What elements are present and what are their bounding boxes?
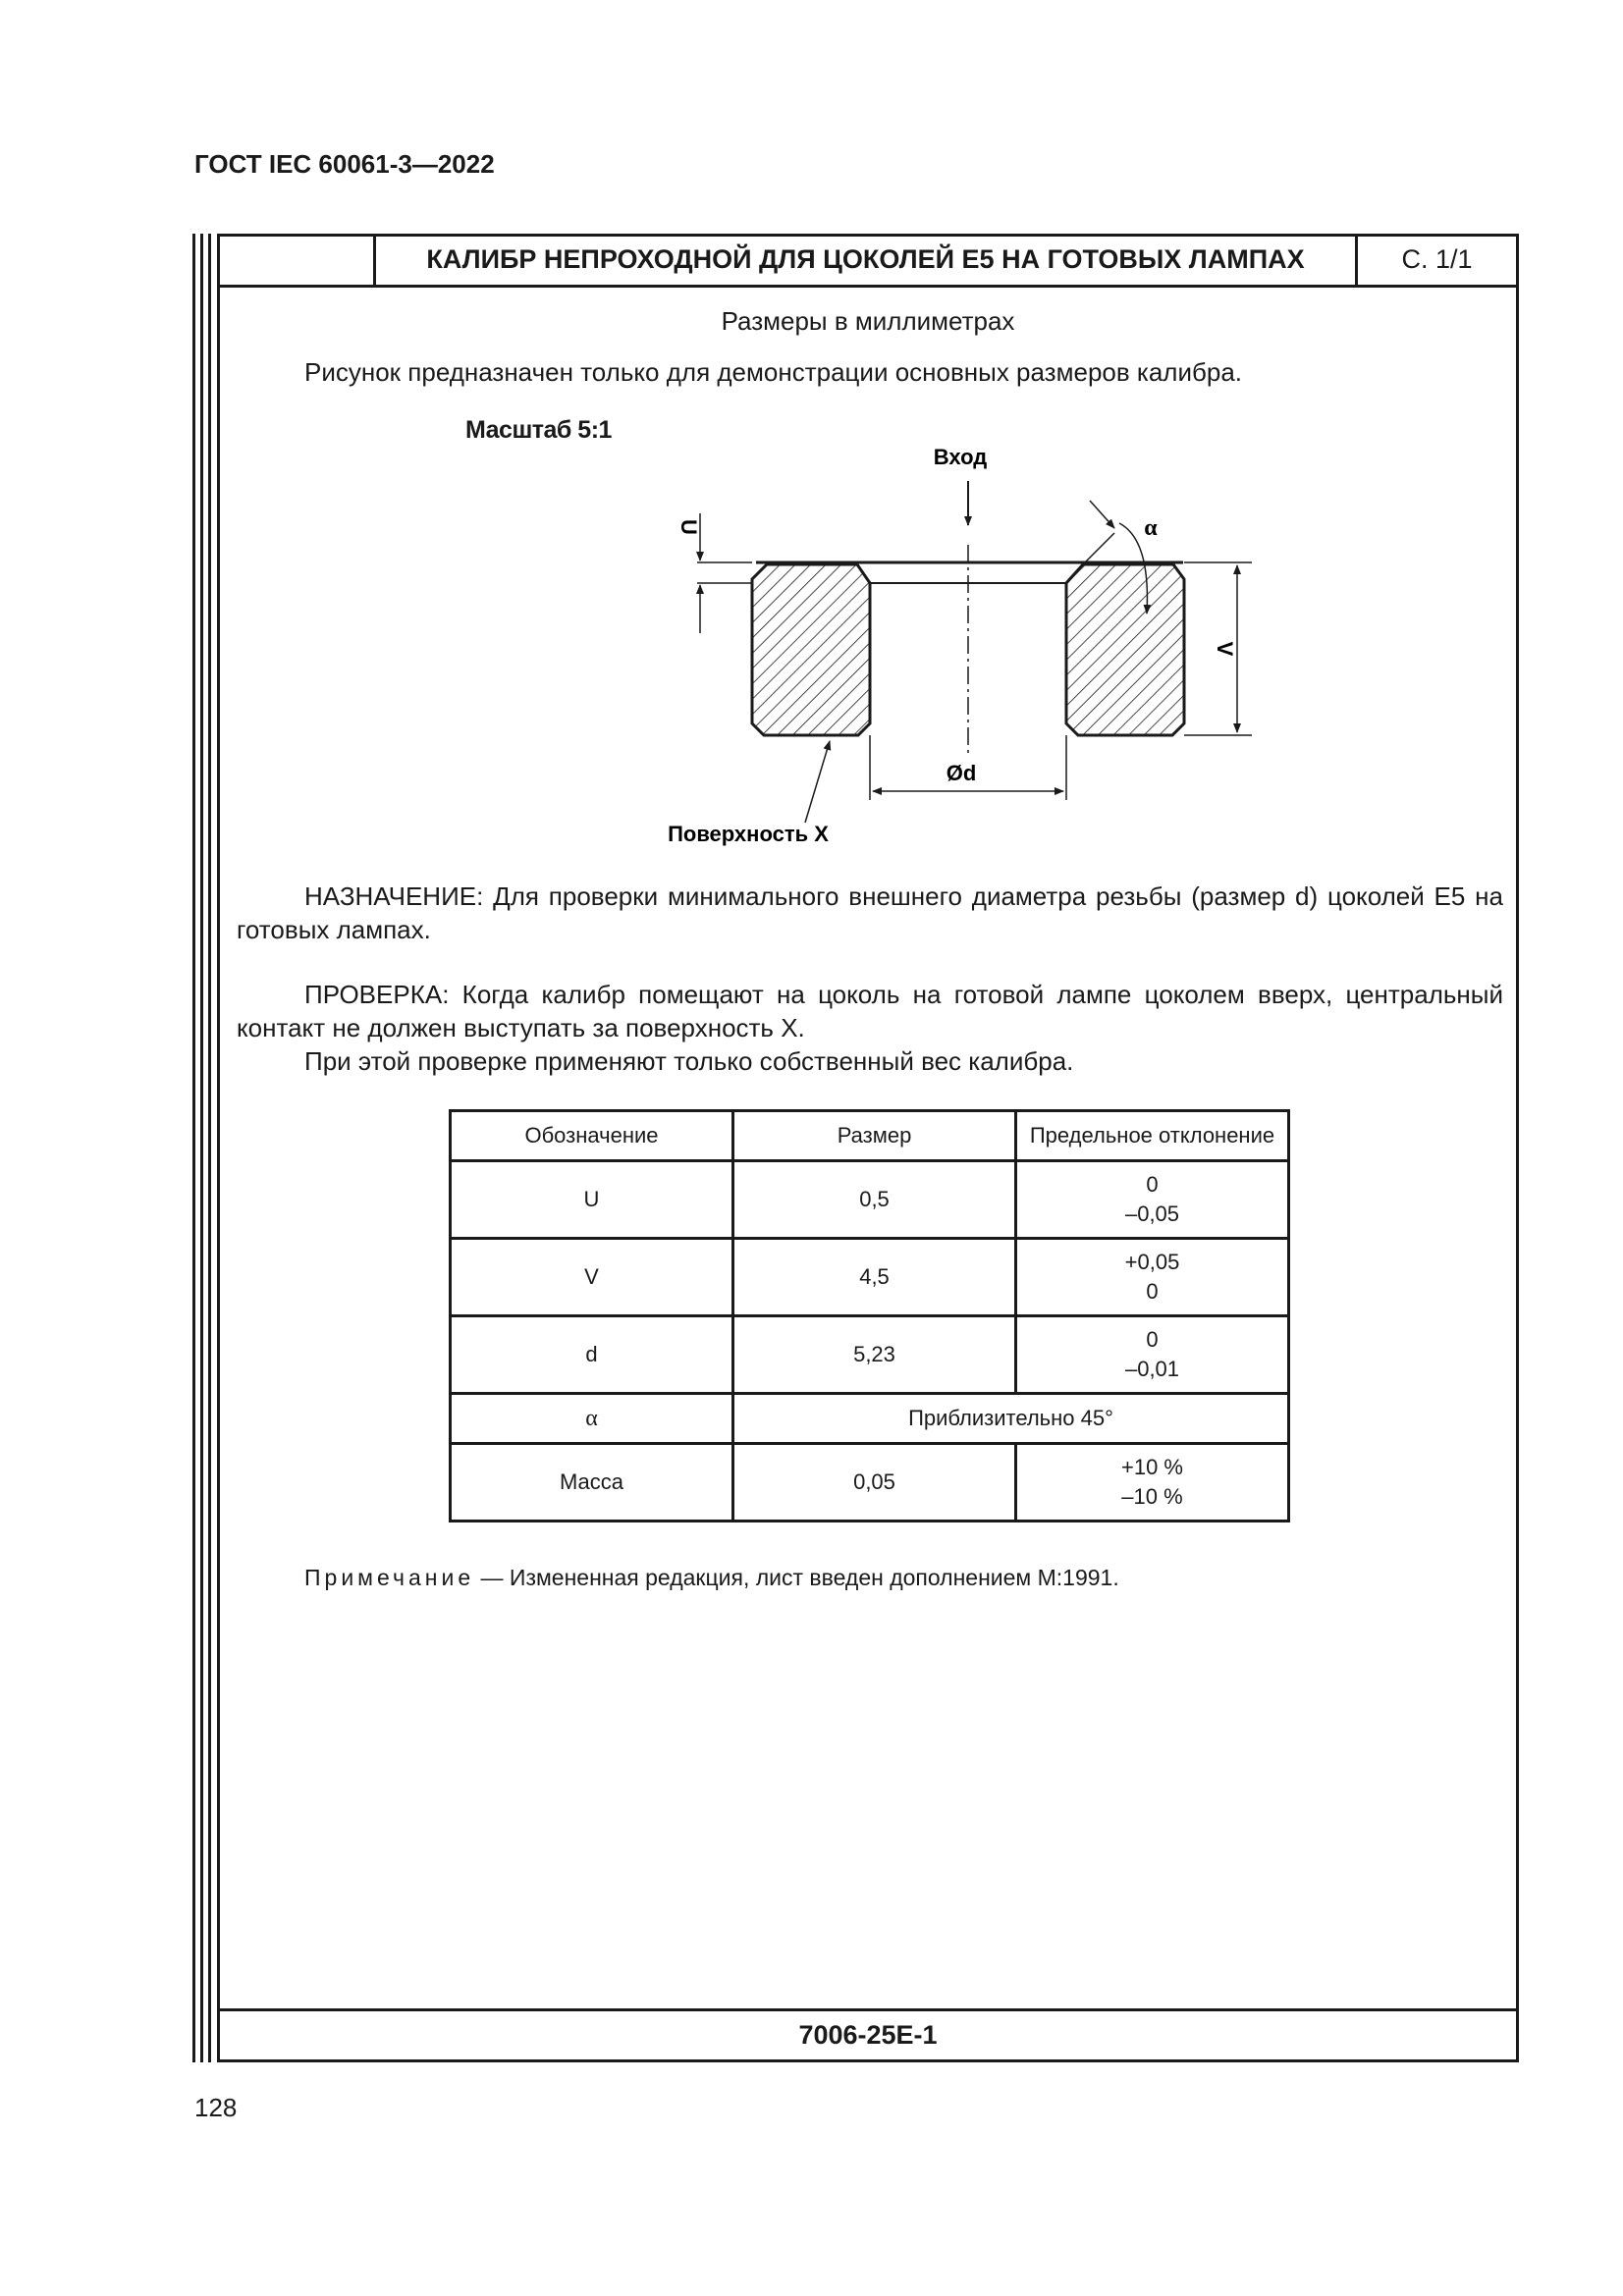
- tol-lower: –10 %: [1121, 1484, 1183, 1509]
- cell-symbol: d: [451, 1316, 733, 1394]
- tol-upper: +10 %: [1121, 1455, 1183, 1479]
- cell-size: 0,05: [733, 1444, 1016, 1522]
- table-row: [451, 1394, 1289, 1444]
- cell-size: 4,5: [733, 1239, 1016, 1316]
- cell-size: 0,5: [733, 1161, 1016, 1239]
- header-size: Размер: [733, 1111, 1016, 1161]
- dim-d-label: Ød: [946, 761, 977, 785]
- units-caption: Размеры в миллиметрах: [721, 306, 1015, 336]
- tol-lower: –0,01: [1124, 1357, 1180, 1381]
- cell-symbol: Масса: [451, 1444, 733, 1522]
- gauge-drawing: [628, 432, 1296, 854]
- table-header-row: [451, 1111, 1289, 1161]
- surface-x-label: Поверхность X: [668, 822, 829, 846]
- tol-lower: 0: [1146, 1279, 1159, 1304]
- note: [304, 1565, 1119, 1591]
- sheet-page-indicator: С. 1/1: [1401, 244, 1473, 274]
- cell-symbol: U: [451, 1161, 733, 1239]
- page-number: 128: [194, 2093, 238, 2122]
- dimensions-table: [449, 1109, 1290, 1522]
- intro-paragraph: Рисунок предназначен только для демонстрации основных размеров калибра.: [304, 357, 1243, 387]
- scale-label: Масштаб 5:1: [465, 416, 612, 444]
- check-paragraph-2: При этой проверке применяют только собственный вес калибра.: [304, 1046, 1074, 1076]
- tol-upper: +0,05: [1124, 1250, 1180, 1274]
- angle-label: α: [1144, 515, 1158, 541]
- table-row: [451, 1444, 1289, 1522]
- tol-upper: 0: [1146, 1327, 1159, 1352]
- tol-lower: –0,05: [1124, 1201, 1180, 1226]
- header-designation: Обозначение: [451, 1111, 733, 1161]
- table-row: [451, 1316, 1289, 1394]
- tol-upper: 0: [1146, 1172, 1159, 1197]
- cell-tolerance: [1016, 1316, 1289, 1394]
- dim-v-label: V: [1213, 641, 1237, 657]
- header-tolerance: Предельное отклонение: [1016, 1111, 1289, 1161]
- sheet-title: КАЛИБР НЕПРОХОДНОЙ ДЛЯ ЦОКОЛЕЙ Е5 НА ГОТОВЫХ ЛАМПАХ: [376, 234, 1358, 285]
- cell-merged-value: Приблизительно 45°: [733, 1394, 1289, 1444]
- gauge-right-section: [1066, 564, 1184, 735]
- note-text: — Измененная редакция, лист введен дополнением М:1991.: [474, 1565, 1119, 1590]
- cell-tolerance: [1016, 1239, 1289, 1316]
- sheet-code: 7006-25E-1: [798, 2020, 938, 2050]
- entry-label: Вход: [933, 445, 988, 469]
- document-header: ГОСТ IEC 60061-3—2022: [194, 149, 495, 179]
- purpose-paragraph: НАЗНАЧЕНИЕ: Для проверки минимального внешнего диаметра резьбы (размер d) цоколей Е5 на готовых лампах.: [237, 881, 1503, 944]
- cell-symbol: α: [451, 1394, 733, 1444]
- cell-tolerance: [1016, 1444, 1289, 1522]
- table-row: [451, 1161, 1289, 1239]
- binding-rule: [208, 234, 211, 2062]
- gauge-left-section: [752, 564, 870, 735]
- cell-tolerance: [1016, 1161, 1289, 1239]
- binding-rule: [192, 234, 195, 2062]
- note-label: Примечание: [304, 1565, 475, 1590]
- binding-rule: [200, 234, 203, 2062]
- table-row: [451, 1239, 1289, 1316]
- title-blank-cell: [220, 234, 376, 285]
- cell-size: 5,23: [733, 1316, 1016, 1394]
- check-paragraph: ПРОВЕРКА: Когда калибр помещают на цоколь на готовой лампе цоколем вверх, центральный контакт не должен выступать за поверхность X.: [237, 980, 1503, 1042]
- dim-u-label: U: [676, 519, 701, 535]
- cell-symbol: V: [451, 1239, 733, 1316]
